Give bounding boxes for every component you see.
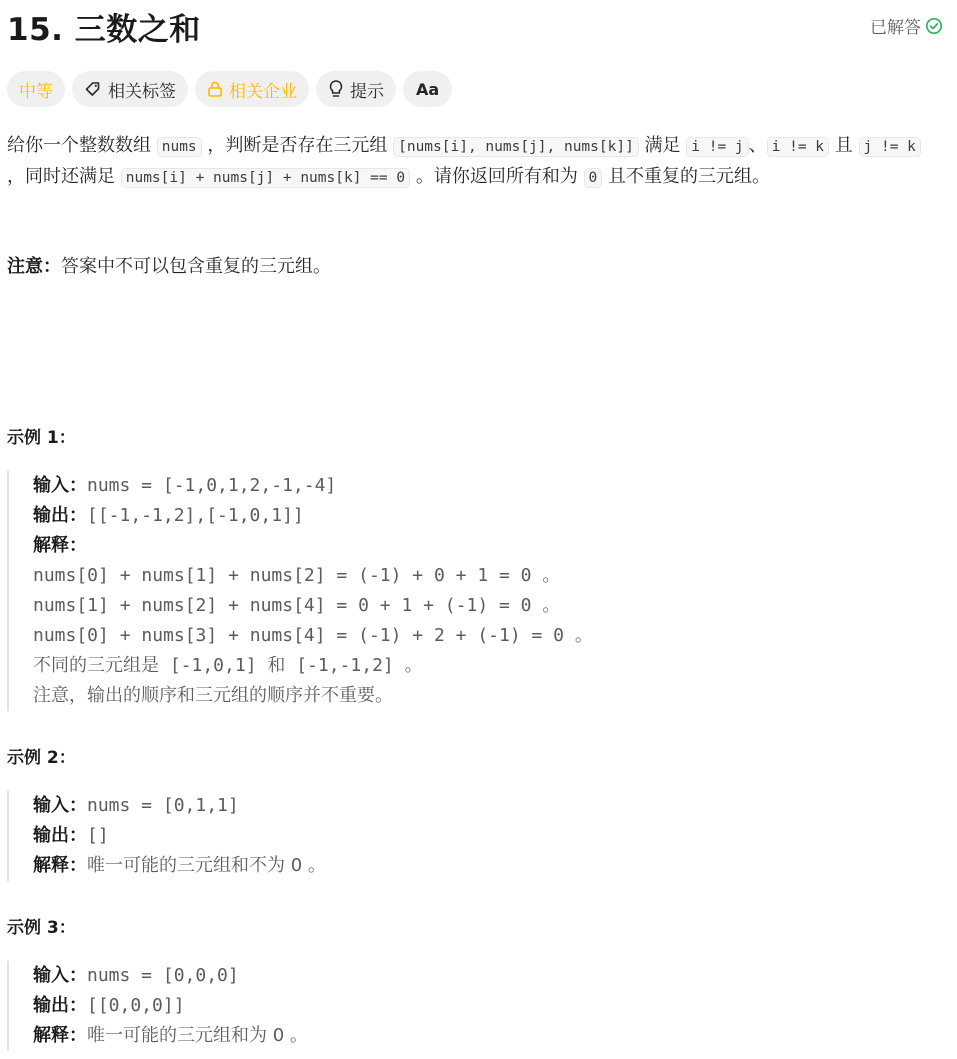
example-input-row	[33, 471, 593, 501]
explain-line: 注意，输出的顺序和三元组的顺序并不重要。	[33, 685, 393, 706]
tag-bar	[7, 71, 452, 107]
solved-label: 已解答	[870, 18, 921, 38]
input-label: 输入：	[33, 795, 87, 816]
example-input-row	[33, 961, 308, 991]
example-explain-row	[33, 851, 326, 881]
output-value: [[-1,-1,2],[-1,0,1]]	[87, 505, 304, 526]
tag-icon	[84, 80, 102, 98]
inline-code: nums[i] + nums[j] + nums[k] == 0	[121, 168, 410, 188]
desc-text: ，判断是否存在三元组	[201, 135, 394, 156]
input-value: nums = [0,0,0]	[87, 965, 239, 986]
explain-line: 不同的三元组是 [-1,0,1] 和 [-1,-1,2] 。	[33, 655, 423, 676]
note-paragraph	[7, 252, 943, 282]
input-value: nums = [-1,0,1,2,-1,-4]	[87, 475, 337, 496]
input-label: 输入：	[33, 475, 87, 496]
inline-code: j != k	[859, 137, 921, 157]
desc-text: 满足	[638, 135, 687, 156]
example-3-block	[7, 961, 308, 1051]
companies-button[interactable]	[195, 71, 309, 107]
desc-text: 、	[748, 135, 767, 156]
input-value: nums = [0,1,1]	[87, 795, 239, 816]
example-2-title: 示例 2：	[7, 748, 76, 768]
difficulty-label: 中等	[19, 81, 53, 102]
example-input-row	[33, 791, 326, 821]
hint-label: 提示	[350, 81, 384, 102]
problem-title: 15. 三数之和	[7, 12, 201, 48]
output-label: 输出：	[33, 505, 87, 526]
hint-button[interactable]	[316, 71, 396, 107]
inline-code: i != j	[686, 137, 748, 157]
note-label: 注意：	[7, 256, 61, 277]
desc-text: ，同时还满足	[7, 166, 121, 187]
example-output-row	[33, 991, 308, 1021]
check-circle-icon	[925, 17, 943, 35]
desc-text: 且不重复的三元组。	[602, 166, 771, 187]
difficulty-badge	[7, 71, 65, 107]
explain-line: nums[0] + nums[3] + nums[4] = (-1) + 2 + (-1) = 0 。	[33, 625, 593, 646]
desc-text: 且	[829, 135, 859, 156]
inline-code: i != k	[767, 137, 829, 157]
explain-text: 唯一可能的三元组和不为 0 。	[87, 855, 326, 876]
explain-line: nums[0] + nums[1] + nums[2] = (-1) + 0 + 1 = 0 。	[33, 565, 561, 586]
explain-label: 解释：	[33, 535, 87, 556]
example-explain-row	[33, 531, 593, 561]
example-output-row	[33, 501, 593, 531]
desc-text: 给你一个整数数组	[7, 135, 157, 156]
output-label: 输出：	[33, 995, 87, 1016]
example-output-row	[33, 821, 326, 851]
companies-label: 相关企业	[229, 81, 297, 102]
output-value: []	[87, 825, 109, 846]
example-explain-row	[33, 1021, 308, 1051]
desc-text: 。请你返回所有和为	[410, 166, 584, 187]
problem-description	[7, 131, 943, 193]
example-3-title: 示例 3：	[7, 918, 76, 938]
note-text: 答案中不可以包含重复的三元组。	[61, 256, 331, 277]
related-topics-button[interactable]	[72, 71, 188, 107]
related-topics-label: 相关标签	[108, 81, 176, 102]
explain-label: 解释：	[33, 1025, 87, 1046]
output-value: [[0,0,0]]	[87, 995, 185, 1016]
input-label: 输入：	[33, 965, 87, 986]
explain-label: 解释：	[33, 855, 87, 876]
example-2-block	[7, 791, 326, 881]
inline-code: [nums[i], nums[j], nums[k]]	[393, 137, 639, 157]
lock-icon	[207, 80, 223, 98]
font-size-icon: Aa	[416, 79, 440, 99]
output-label: 输出：	[33, 825, 87, 846]
font-size-button[interactable]	[403, 71, 452, 107]
solved-status	[870, 13, 943, 38]
example-1-title: 示例 1：	[7, 428, 76, 448]
lightbulb-icon	[328, 79, 344, 99]
inline-code: nums	[157, 137, 202, 157]
explain-text: 唯一可能的三元组和为 0 。	[87, 1025, 308, 1046]
explain-line: nums[1] + nums[2] + nums[4] = 0 + 1 + (-1) = 0 。	[33, 595, 561, 616]
example-1-block	[7, 471, 593, 711]
inline-code: 0	[584, 168, 603, 188]
